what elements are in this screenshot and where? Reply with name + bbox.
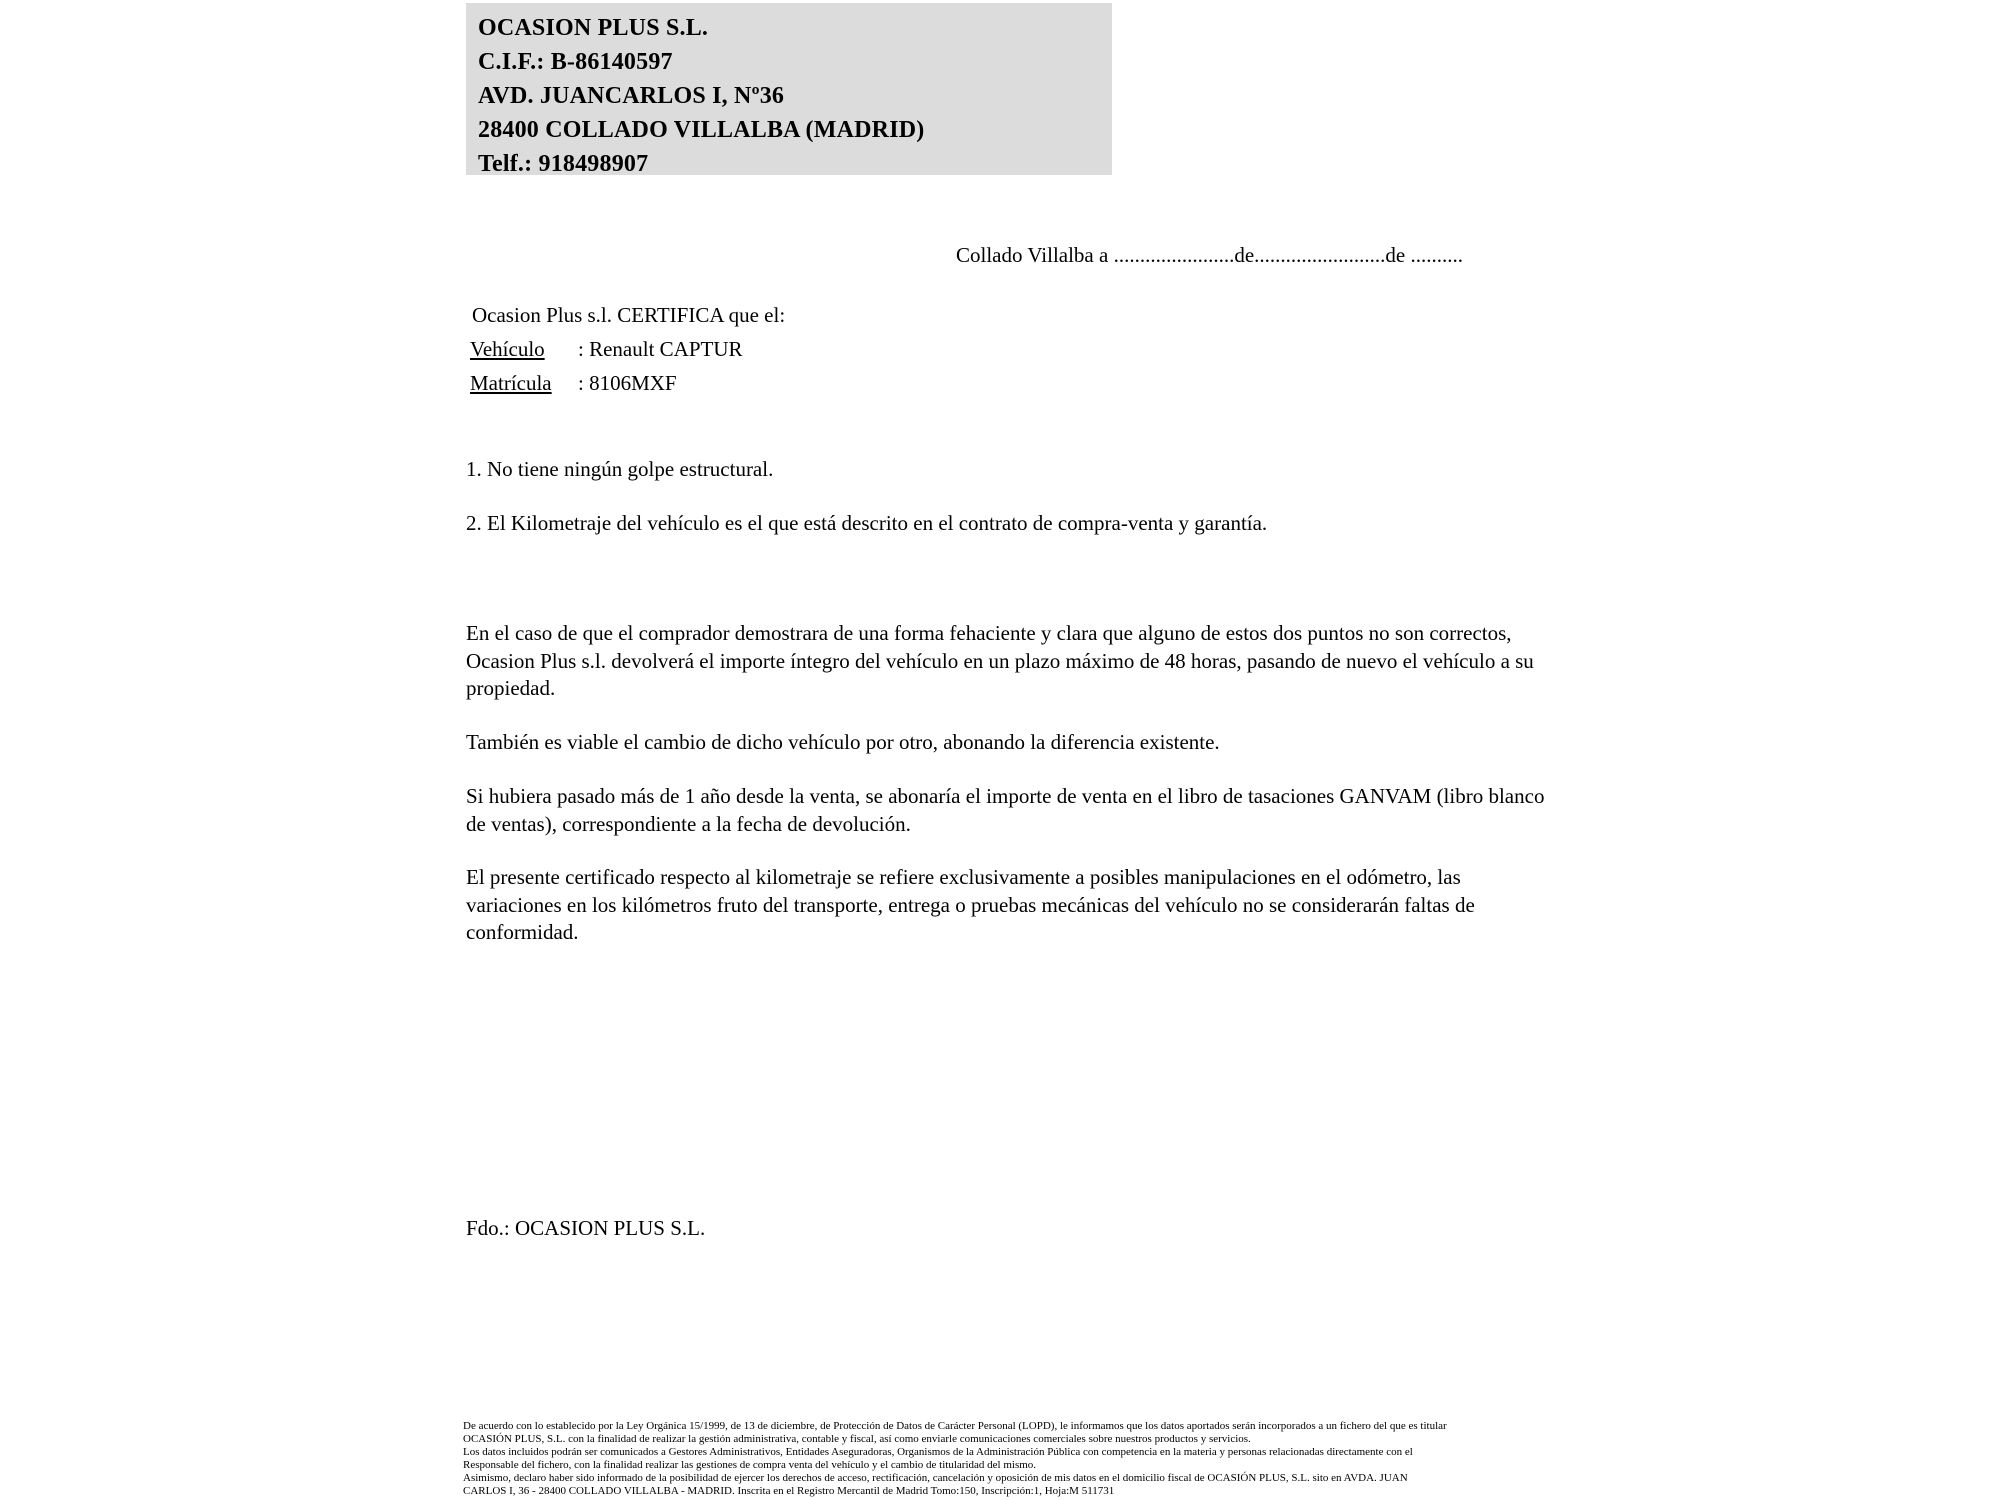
legal-footer-line: CARLOS I, 36 - 28400 COLLADO VILLALBA - MADRID. Inscrita en el Registro Mercantil de Madrid Tomo:150, Inscripción:1, Hoja:M 511731 — [463, 1485, 1115, 1497]
company-phone: Telf.: 918498907 — [478, 151, 649, 177]
plate-label-box — [470, 371, 578, 396]
legal-footer-line: OCASIÓN PLUS, S.L. con la finalidad de realizar la gestión administrativa, contable y fiscal, así como enviarle comunicaciones comerciales sobre nuestros productos y servicios. — [463, 1433, 1251, 1445]
certified-point-1: 1. No tiene ningún golpe estructural. — [466, 457, 774, 481]
paragraph-odometer-disclaimer: El presente certificado respecto al kilometraje se refiere exclusivamente a posibles manipulaciones en el odómetro, las variaciones en los kilómetros fruto del transporte, entrega o pruebas mecánicas del vehículo no se considerarán faltas de conformidad. — [466, 865, 1475, 944]
vehicle-row — [470, 337, 743, 362]
paragraph-ganvam-valuation: Si hubiera pasado más de 1 año desde la venta, se abonaría el importe de venta en el libro de tasaciones GANVAM (libro blanco de ventas), correspondiente a la fecha de devolución. — [466, 784, 1545, 836]
vehicle-label: Vehículo — [470, 337, 545, 361]
paragraph-exchange-option: También es viable el cambio de dicho vehículo por otro, abonando la diferencia existente. — [466, 730, 1220, 754]
certification-intro: Ocasion Plus s.l. CERTIFICA que el: — [472, 303, 786, 327]
date-line: Collado Villalba a .......................de.........................de .......... — [956, 243, 1463, 267]
company-cif: C.I.F.: B-86140597 — [478, 49, 673, 75]
certified-point-2: 2. El Kilometraje del vehículo es el que está descrito en el contrato de compra-venta y garantía. — [466, 511, 1268, 535]
company-name: OCASION PLUS S.L. — [478, 15, 709, 41]
signature-line: Fdo.: OCASION PLUS S.L. — [466, 1216, 706, 1240]
plate-label: Matrícula — [470, 371, 552, 395]
legal-footer-line: Responsable del fichero, con la finalidad realizar las gestiones de compra venta del vehículo y el cambio de titularidad del mismo. — [463, 1459, 1037, 1471]
legal-footer-line: De acuerdo con lo establecido por la Ley Orgánica 15/1999, de 13 de diciembre, de Protección de Datos de Carácter Personal (LOPD), le informamos que los datos aportados serán incorporados a un fichero del que es titular — [463, 1420, 1447, 1432]
vehicle-value: : Renault CAPTUR — [578, 337, 743, 361]
plate-row — [470, 371, 677, 396]
legal-footer — [463, 1420, 1573, 1498]
legal-footer-line: Asimismo, declaro haber sido informado de la posibilidad de ejercer los derechos de acceso, rectificación, cancelación y oposición de mis datos en el domicilio fiscal de OCASIÓN PLUS, S.L. sito en AVDA. JUAN — [463, 1472, 1408, 1484]
plate-value: : 8106MXF — [578, 371, 677, 395]
vehicle-label-box — [470, 337, 578, 362]
paragraph-refund-policy: En el caso de que el comprador demostrara de una forma fehaciente y clara que alguno de estos dos puntos no son correctos, Ocasion Plus s.l. devolverá el importe íntegro del vehículo en un plazo máximo de 48 horas, pasando de nuevo el vehículo a su propiedad. — [466, 621, 1534, 700]
company-city: 28400 COLLADO VILLALBA (MADRID) — [478, 117, 925, 143]
company-header — [466, 3, 1112, 175]
company-address: AVD. JUANCARLOS I, Nº36 — [478, 83, 785, 109]
legal-footer-line: Los datos incluidos podrán ser comunicados a Gestores Administrativos, Entidades Aseguradoras, Organismos de la Administración Pública con competencia en la materia y personas relacionadas directamente con el — [463, 1446, 1413, 1458]
